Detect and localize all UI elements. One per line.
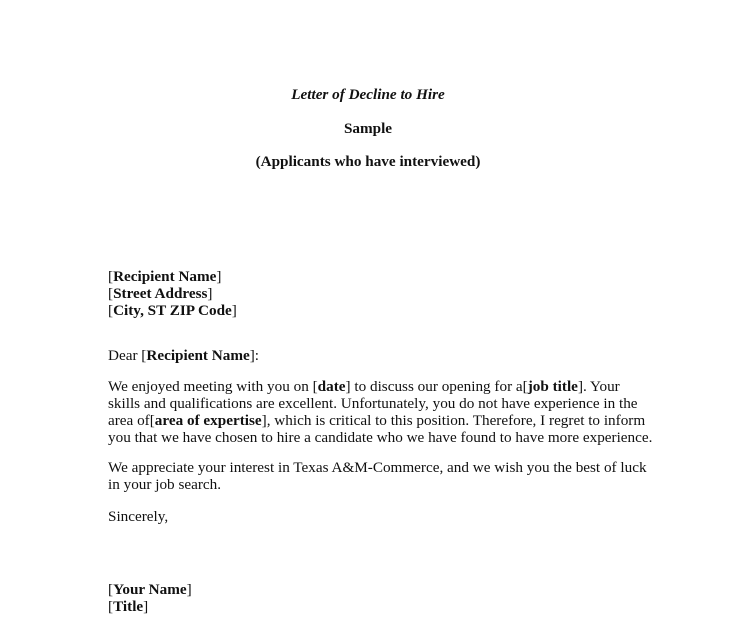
recipient-address-block	[108, 268, 648, 319]
paragraph-line: you that we have chosen to hire a candidate who we have found to have more experience.	[108, 429, 653, 446]
text-run: ]. Your	[577, 378, 620, 395]
greeting	[108, 347, 648, 364]
greeting-name: Recipient Name	[146, 347, 250, 364]
your-title: Title	[113, 598, 144, 615]
your-name-line: [Your Name]	[108, 581, 192, 598]
paragraph-line: in your job search.	[108, 476, 222, 493]
text-run: area of[	[108, 412, 155, 429]
area-of-expertise-placeholder: area of expertise	[154, 412, 262, 429]
text-run: ] to discuss our opening for a[	[345, 378, 528, 395]
document-title: Letter of Decline to Hire	[291, 86, 445, 103]
signature-block	[108, 581, 648, 615]
closing: Sincerely,	[108, 508, 169, 525]
job-title-placeholder: job title	[527, 378, 578, 395]
your-title-line: [Title]	[108, 598, 149, 615]
city-line: [City, ST ZIP Code]	[108, 302, 237, 319]
text-run: ], which is critical to this position. Therefore, I regret to inform	[261, 412, 646, 429]
document-subtitle: Sample	[343, 120, 393, 137]
body-paragraph-1	[108, 378, 653, 446]
paragraph-line	[108, 412, 648, 429]
greeting-suffix: ]:	[249, 347, 259, 364]
date-placeholder: date	[317, 378, 346, 395]
city-state-zip: City, ST ZIP Code	[113, 302, 232, 319]
greeting-prefix: Dear [	[108, 347, 147, 364]
recipient-name-line: [Recipient Name]	[108, 268, 222, 285]
street-address: Street Address	[113, 285, 208, 302]
paragraph-line	[108, 378, 648, 395]
paragraph-line: skills and qualifications are excellent. Unfortunately, you do not have experience in the	[108, 395, 638, 412]
text-run: We enjoyed meeting with you on [	[108, 378, 318, 395]
paragraph-line: We appreciate your interest in Texas A&M-Commerce, and we wish you the best of luck	[108, 459, 647, 476]
recipient-name: Recipient Name	[113, 268, 217, 285]
your-name: Your Name	[113, 581, 187, 598]
body-paragraph-2	[108, 459, 648, 493]
street-address-line: [Street Address]	[108, 285, 213, 302]
document-subnote: (Applicants who have interviewed)	[255, 153, 481, 170]
